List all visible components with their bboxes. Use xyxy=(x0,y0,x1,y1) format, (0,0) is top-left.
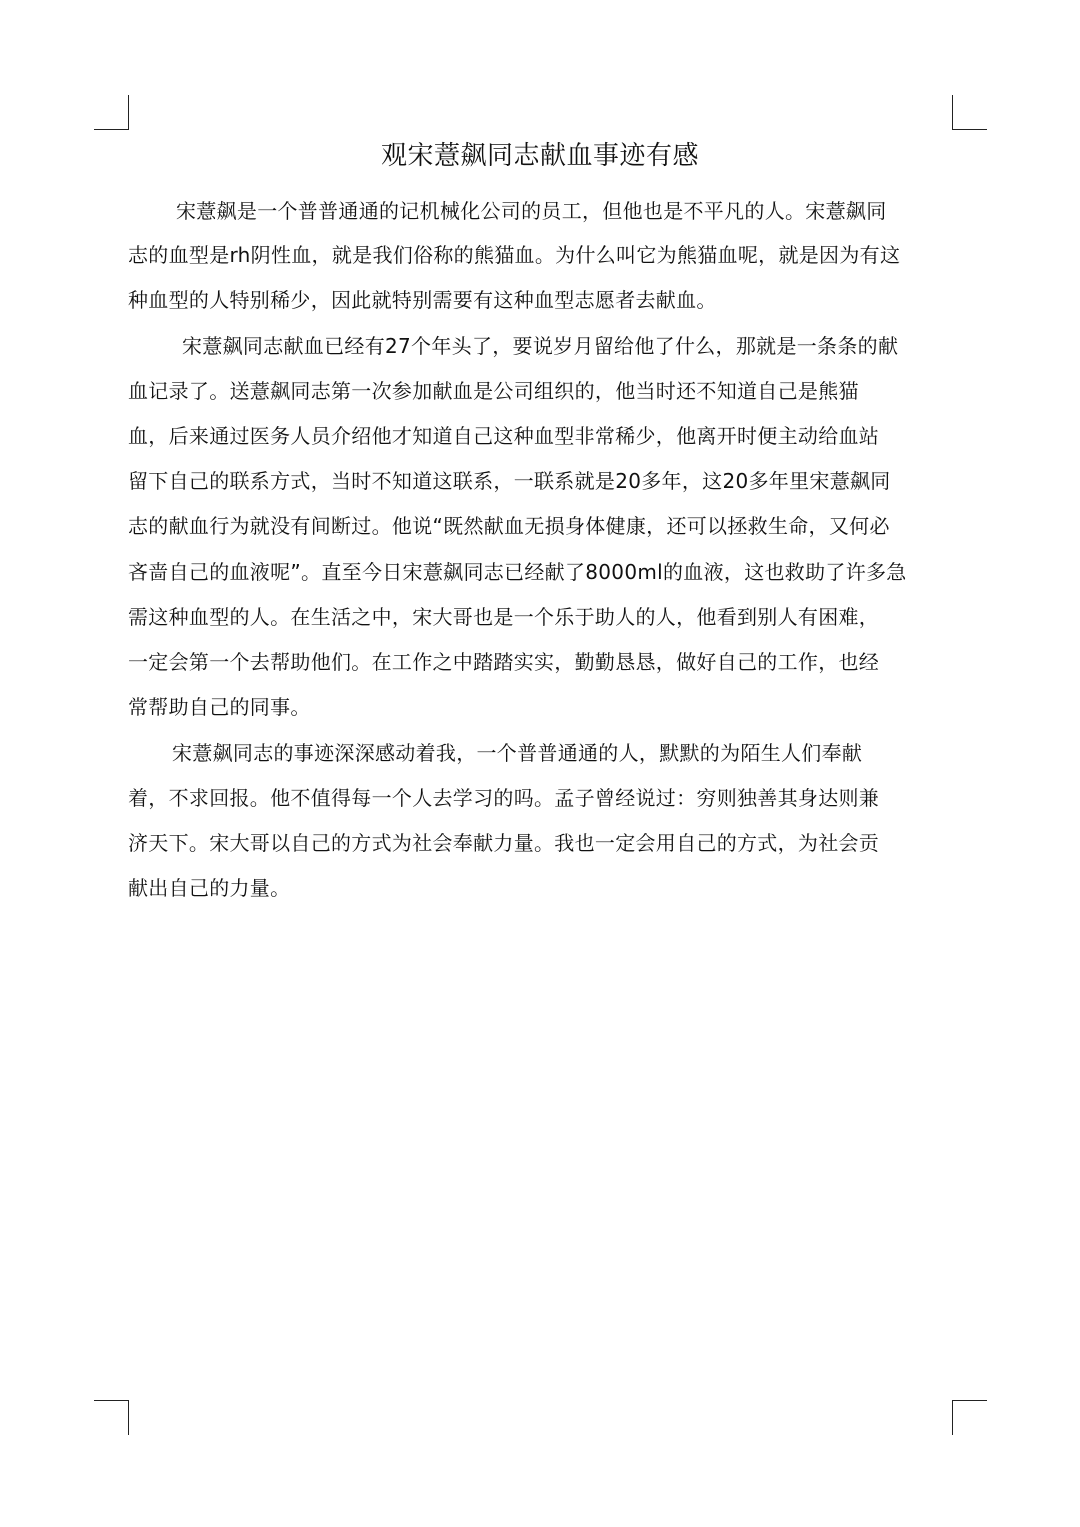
paragraph-2-line-1: 宋薏飙同志献血已经有27个年头了，要说岁月留给他了什么，那就是一条条的献 xyxy=(182,334,899,358)
paragraph-2-line-2: 血记录了。送薏飙同志第一次参加献血是公司组织的，他当时还不知道自己是熊猫 xyxy=(128,379,859,403)
paragraph-2-line-9: 常帮助自己的同事。 xyxy=(128,695,311,719)
document-title: 观宋薏飙同志献血事迹有感 xyxy=(380,141,699,171)
paragraph-2-line-5: 志的献血行为就没有间断过。他说“既然献血无损身体健康，还可以拯救生命，又何必 xyxy=(128,514,890,538)
crop-mark-top-left xyxy=(94,95,129,130)
paragraph-1-line-2: 志的血型是rh阴性血，就是我们俗称的熊猫血。为什么叫它为熊猫血呢，就是因为有这 xyxy=(128,243,901,267)
paragraph-3-line-3: 济天下。宋大哥以自己的方式为社会奉献力量。我也一定会用自己的方式，为社会贡 xyxy=(128,831,880,855)
paragraph-2-line-7: 需这种血型的人。在生活之中，宋大哥也是一个乐于助人的人，他看到别人有困难， xyxy=(128,605,880,629)
paragraph-3-line-1: 宋薏飙同志的事迹深深感动着我，一个普普通通的人，默默的为陌生人们奉献 xyxy=(172,741,863,765)
paragraph-1-line-3: 种血型的人特别稀少，因此就特别需要有这种血型志愿者去献血。 xyxy=(128,288,717,312)
crop-mark-bottom-right xyxy=(952,1400,987,1435)
paragraph-3-line-4: 献出自己的力量。 xyxy=(128,876,291,900)
paragraph-2-line-8: 一定会第一个去帮助他们。在工作之中踏踏实实，勤勤恳恳，做好自己的工作，也经 xyxy=(128,650,880,674)
paragraph-2-line-3: 血，后来通过医务人员介绍他才知道自己这种血型非常稀少，他离开时便主动给血站 xyxy=(128,424,880,448)
paragraph-1-line-1: 宋薏飙是一个普普通通的记机械化公司的员工，但他也是不平凡的人。宋薏飙同 xyxy=(176,199,887,223)
crop-mark-top-right xyxy=(952,95,987,130)
paragraph-2-line-6: 吝啬自己的血液呢”。直至今日宋薏飙同志已经献了8000ml的血液，这也救助了许多急 xyxy=(128,560,907,584)
crop-mark-bottom-left xyxy=(94,1400,129,1435)
paragraph-3-line-2: 着，不求回报。他不值得每一个人去学习的吗。孟子曾经说过：穷则独善其身达则兼 xyxy=(128,786,880,810)
paragraph-2-line-4: 留下自己的联系方式，当时不知道这联系，一联系就是20多年，这20多年里宋薏飙同 xyxy=(128,469,891,493)
